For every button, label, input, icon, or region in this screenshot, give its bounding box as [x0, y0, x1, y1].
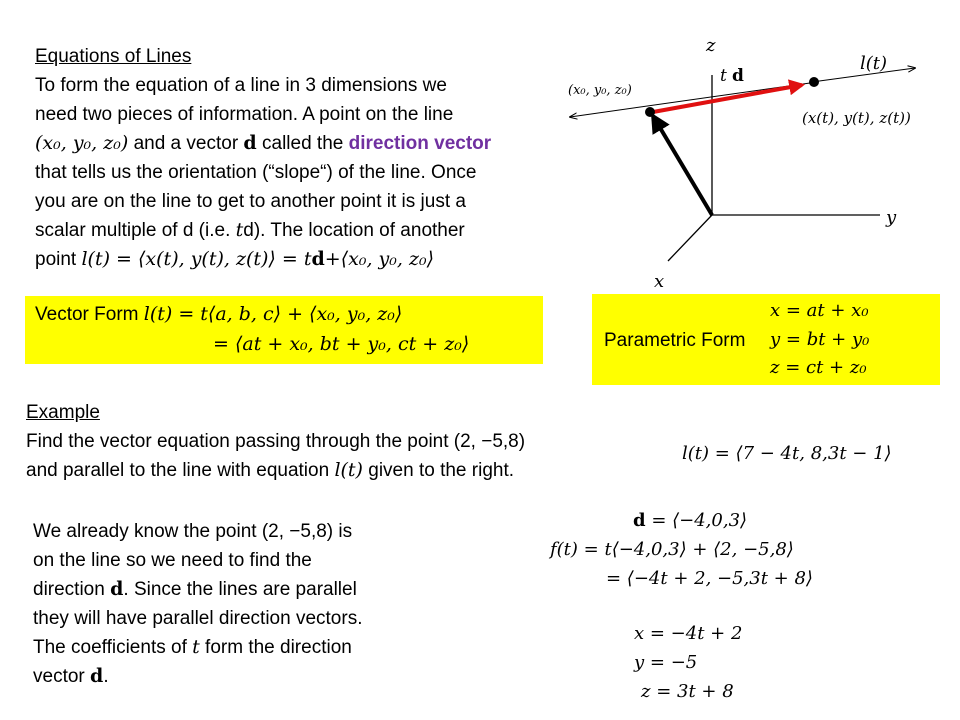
parametric-z: z = ct + z₀ [770, 357, 867, 378]
parametric-form-box [592, 294, 940, 385]
point0-label: (x₀, y₀, z₀) [568, 83, 632, 98]
td-label-t: t [720, 66, 727, 86]
pointt-label: (x(t), y(t), z(t)) [802, 109, 911, 127]
parametric-form-label: Parametric Form [604, 330, 746, 351]
solution-line-5: The coefficients of t form the direction [33, 636, 352, 658]
example-line-2: and parallel to the line with equation l(t) given to the right. [26, 459, 515, 481]
solution-line-3: direction d. Since the lines are parallel [33, 578, 357, 600]
vector-form-box [25, 296, 543, 364]
example-given-equation: l(t) = ⟨7 − 4t, 8,3t − 1⟩ [682, 443, 892, 464]
example-title: Example [26, 402, 100, 423]
z-axis-label: z [706, 35, 716, 56]
parametric-x: x = at + x₀ [770, 300, 869, 321]
point-p0 [645, 107, 655, 117]
line-diagram [550, 25, 950, 295]
intro-line-4: that tells us the orientation (“slope“) of the line. Once [35, 162, 477, 183]
solution-text [33, 517, 363, 691]
td-label-d: d [732, 66, 744, 86]
solution-line-4: they will have parallel direction vectors. [33, 608, 363, 629]
x-axis [668, 215, 712, 261]
point-lt [809, 77, 819, 87]
y-axis-label: y [886, 207, 897, 228]
vector-form-eq-1: l(t) = t⟨a, b, c⟩ + ⟨x₀, y₀, z₀⟩ [143, 303, 403, 325]
intro-line-2: need two pieces of information. A point on the line [35, 104, 454, 125]
intro-paragraph [35, 71, 491, 274]
example-line-1: Find the vector equation passing through the point (2, −5,8) [26, 431, 526, 452]
solution-eq-f: f(t) = t⟨−4,0,3⟩ + ⟨2, −5,8⟩ [550, 539, 794, 560]
parametric-y: y = bt + y₀ [770, 329, 870, 350]
example-section [26, 398, 525, 485]
solution-param-y: y = −5 [634, 652, 698, 673]
line-function: l(t) = ⟨x(t), y(t), z(t)⟩ = t [81, 248, 312, 270]
direction-vector-term: direction vector [348, 133, 492, 154]
solution-eq-f2: = ⟨−4t + 2, −5,3t + 8⟩ [606, 568, 813, 589]
solution-line-1: We already know the point (2, −5,8) is [33, 521, 353, 542]
solution-param-z: z = 3t + 8 [641, 681, 734, 702]
vector-form-label: Vector Form [35, 304, 144, 325]
intro-line-6: scalar multiple of d (i.e. td). The location of another [35, 219, 465, 241]
direction-vector-arrow [653, 85, 802, 112]
point-notation: (x₀, y₀, z₀) [35, 132, 129, 154]
solution-param-x: x = −4t + 2 [634, 623, 743, 644]
solution-eq-d: d = ⟨−4,0,3⟩ [633, 510, 748, 531]
vector-form-eq-2: = ⟨at + x₀, bt + y₀, ct + z₀⟩ [213, 333, 470, 355]
lt-label: l(t) [860, 53, 888, 74]
intro-line-3: (x₀, y₀, z₀) and a vector d called the direction vector [35, 132, 492, 154]
intro-line-7: point l(t) = ⟨x(t), y(t), z(t)⟩ = td+⟨x₀, y₀, z₀⟩ [35, 248, 434, 270]
position-vector-arrow [653, 116, 712, 215]
solution-line-2: on the line so we need to find the [33, 550, 312, 571]
x-axis-label: x [654, 271, 665, 292]
solution-line-6: vector d. [33, 665, 109, 687]
intro-line-5: you are on the line to get to another point it is just a [35, 191, 466, 212]
vector-d: d [243, 132, 257, 154]
intro-line-1: To form the equation of a line in 3 dimensions we [35, 75, 447, 96]
section-title: Equations of Lines [35, 46, 192, 67]
